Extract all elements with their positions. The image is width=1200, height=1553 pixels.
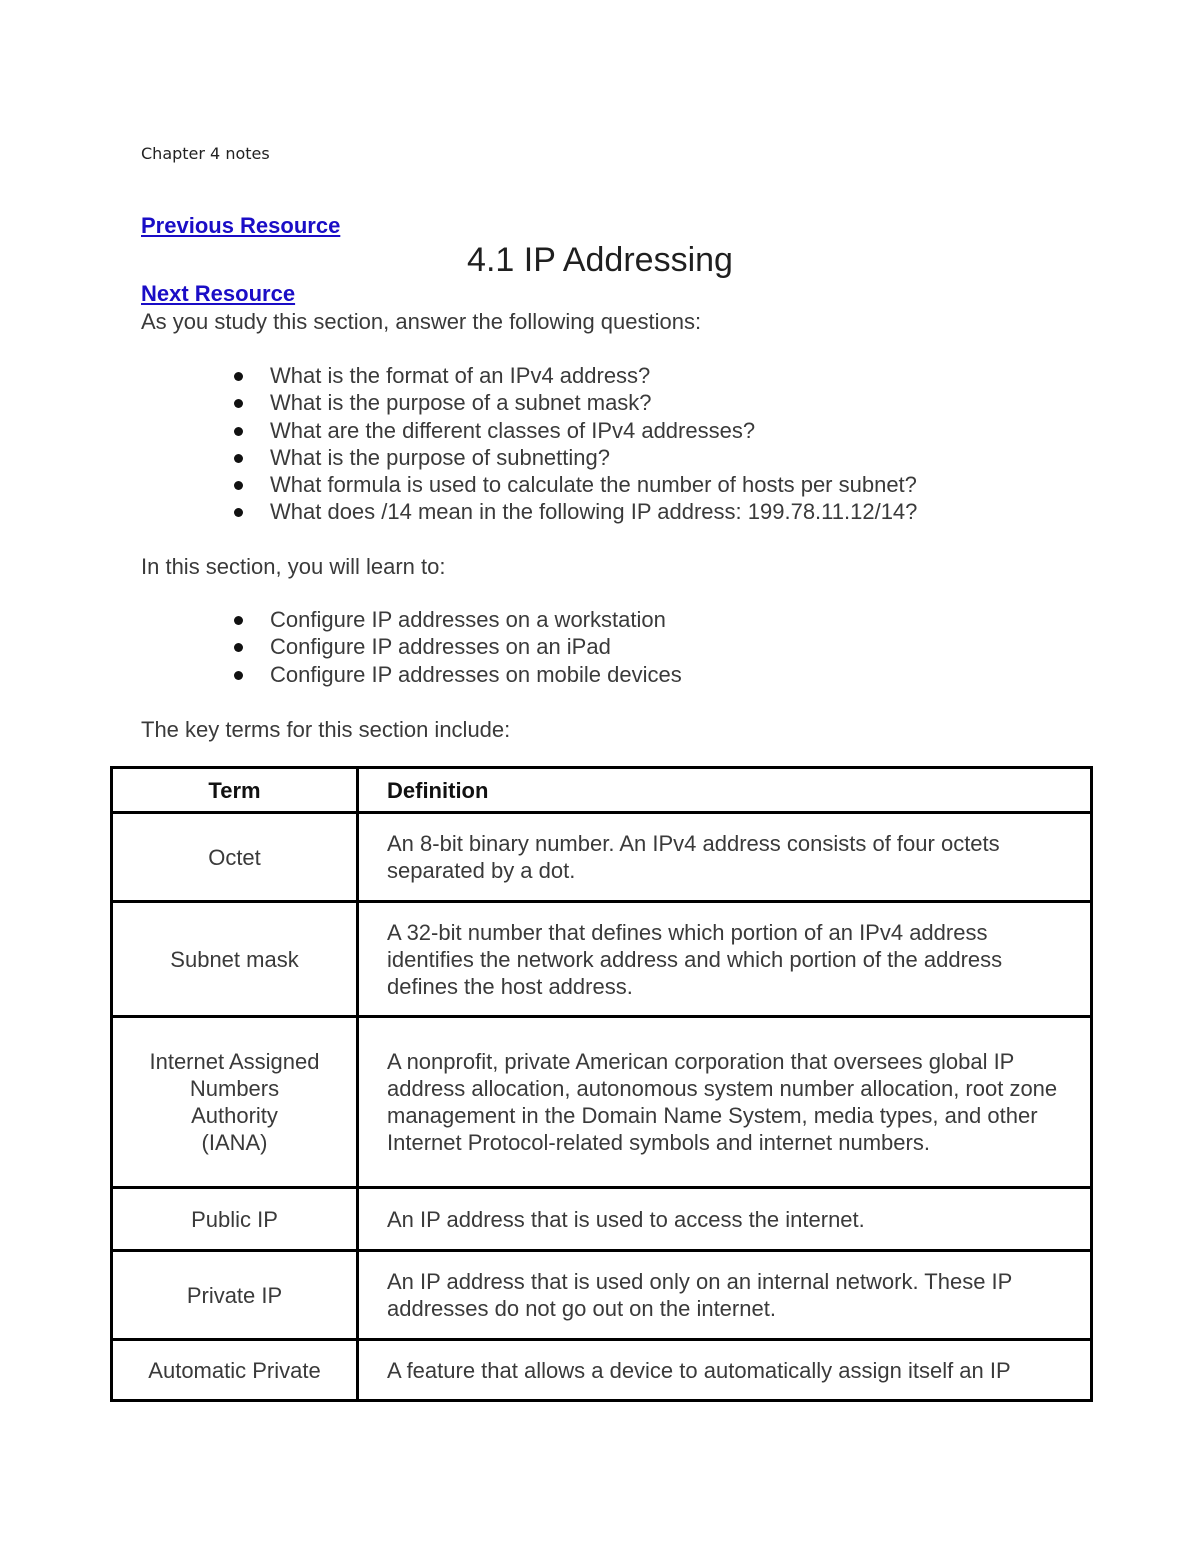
- list-item: [230, 417, 917, 444]
- goals-list: [230, 606, 682, 688]
- section-title: 4.1 IP Addressing: [467, 241, 733, 279]
- term-cell: [112, 1340, 358, 1401]
- definition-cell: An 8-bit binary number. An IPv4 address consists of four octets separated by a dot.: [358, 813, 1092, 902]
- term-text: Private IP: [186, 1282, 283, 1308]
- table-row: [112, 1251, 1092, 1340]
- column-header-term: Term: [112, 768, 358, 813]
- list-item: [230, 633, 682, 660]
- table-row: [112, 1017, 1092, 1188]
- bullet-icon: [234, 481, 243, 490]
- questions-list: [230, 362, 917, 526]
- questions-intro: As you study this section, answer the following questions:: [141, 309, 702, 334]
- table-row: [112, 1188, 1092, 1251]
- question-text: What is the format of an IPv4 address?: [270, 363, 651, 388]
- term-text: (IANA): [201, 1130, 268, 1155]
- definition-cell: A nonprofit, private American corporation that oversees global IP address allocation, autonomous system number allocation, root zone management in the Domain Name System, media types, and other Internet Protocol-related symbols and internet numbers.: [358, 1017, 1092, 1188]
- key-terms-intro: The key terms for this section include:: [141, 717, 511, 742]
- term-cell: [112, 1017, 358, 1188]
- goal-text: Configure IP addresses on an iPad: [270, 634, 611, 660]
- bullet-icon: [234, 427, 243, 436]
- question-text: What is the purpose of subnetting?: [270, 444, 610, 470]
- table-header-row: [112, 768, 1092, 813]
- term-cell: [112, 813, 358, 902]
- question-text: What formula is used to calculate the number of hosts per subnet?: [270, 472, 917, 498]
- table-row: [112, 902, 1092, 1017]
- term-text: Automatic Private: [148, 1357, 321, 1383]
- question-text: What is the purpose of a subnet mask?: [270, 390, 652, 416]
- list-item: [230, 498, 917, 525]
- bullet-icon: [234, 616, 243, 625]
- table-row: [112, 1340, 1092, 1401]
- previous-resource-link[interactable]: Previous Resource: [141, 213, 341, 238]
- goal-text: Configure IP addresses on mobile devices: [270, 661, 682, 687]
- table-row: [112, 813, 1092, 902]
- bullet-icon: [234, 372, 243, 381]
- question-text: What are the different classes of IPv4 addresses?: [270, 417, 756, 443]
- definition-cell: A feature that allows a device to automatically assign itself an IP: [358, 1340, 1092, 1401]
- term-cell: [112, 1251, 358, 1340]
- list-item: [230, 362, 917, 389]
- list-item: [230, 444, 917, 471]
- column-header-definition: Definition: [358, 768, 1092, 813]
- term-text: Internet Assigned: [149, 1049, 320, 1074]
- list-item: [230, 661, 682, 688]
- term-text: Public IP: [191, 1206, 278, 1232]
- term-text: Octet: [208, 844, 261, 870]
- key-terms-table: [110, 766, 1093, 1402]
- term-text: Authority: [191, 1103, 278, 1128]
- term-cell: [112, 902, 358, 1017]
- chapter-label: Chapter 4 notes: [141, 144, 270, 163]
- bullet-icon: [234, 399, 243, 408]
- definition-cell: An IP address that is used to access the internet.: [358, 1188, 1092, 1251]
- definition-cell: A 32-bit number that defines which portion of an IPv4 address identifies the network address and which portion of the address defines the host address.: [358, 902, 1092, 1017]
- list-item: [230, 606, 682, 633]
- term-cell: [112, 1188, 358, 1251]
- bullet-icon: [234, 671, 243, 680]
- list-item: [230, 471, 917, 498]
- goal-text: Configure IP addresses on a workstation: [270, 607, 666, 632]
- learn-intro: In this section, you will learn to:: [141, 554, 446, 579]
- bullet-icon: [234, 643, 243, 652]
- list-item: [230, 389, 917, 416]
- bullet-icon: [234, 454, 243, 463]
- term-text: Numbers: [189, 1076, 280, 1101]
- next-resource-link[interactable]: Next Resource: [141, 281, 296, 306]
- definition-cell: An IP address that is used only on an internal network. These IP addresses do not go out on the internet.: [358, 1251, 1092, 1340]
- term-text: Subnet mask: [170, 946, 299, 972]
- bullet-icon: [234, 508, 243, 517]
- question-text: What does /14 mean in the following IP address: 199.78.11.12/14?: [270, 499, 918, 525]
